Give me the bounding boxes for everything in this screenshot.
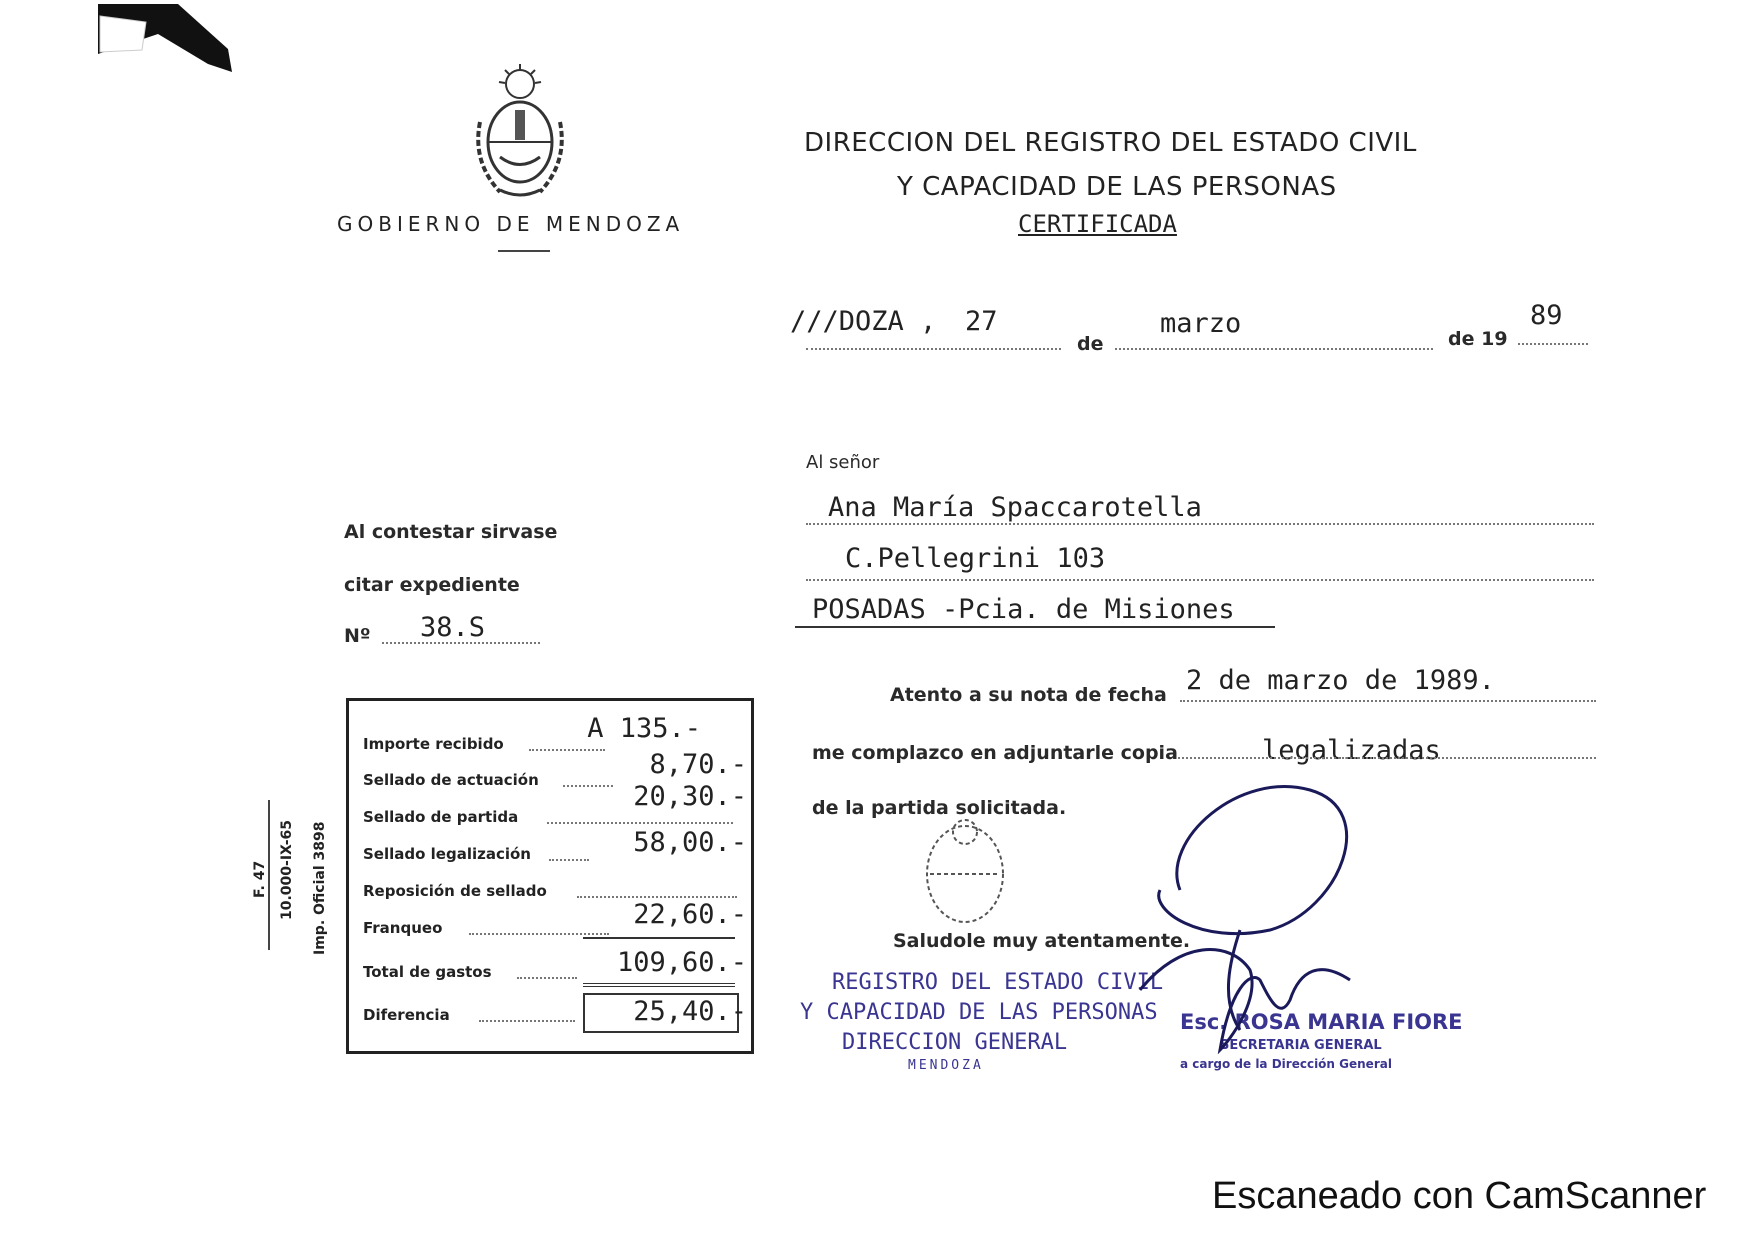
government-underline [498, 250, 550, 252]
complazco-label: me complazco en adjuntarle copia [812, 742, 1178, 764]
date-day-line [806, 348, 1061, 350]
addressee-street-line [806, 579, 1594, 581]
reference-line2: citar expediente [344, 574, 520, 596]
nota-fecha-value: 2 de marzo de 1989. [1186, 665, 1495, 696]
government-title: GOBIERNO DE MENDOZA [337, 212, 685, 236]
fee-value: 20,30.- [633, 781, 747, 812]
fee-value: A 135.- [587, 713, 701, 744]
reference-number-value: 38.S [420, 612, 486, 643]
addressee-name: Ana María Spaccarotella [828, 492, 1202, 523]
signature [1120, 770, 1380, 1070]
fee-dots [517, 977, 577, 979]
addressee-city-underline [795, 626, 1275, 628]
date-year-line [1518, 343, 1588, 345]
fee-label: Importe recibido [363, 735, 504, 753]
addressee-street: C.Pellegrini 103 [845, 543, 1106, 574]
date-day: 27 [965, 306, 998, 337]
stamp-registry-line4: MENDOZA [908, 1058, 984, 1073]
date-de-label: de [1077, 333, 1104, 355]
addressee-label: Al señor [806, 452, 880, 473]
stamp-signatory-role: a cargo de la Dirección General [1180, 1057, 1392, 1071]
nota-fecha-line [1180, 700, 1596, 702]
corner-fold-artifact [98, 4, 238, 76]
fee-dots [563, 785, 613, 787]
fee-dots [577, 896, 737, 898]
copia-line [1178, 757, 1596, 759]
stamp-signatory-title: SECRETARIA GENERAL [1220, 1038, 1382, 1053]
fee-dots [469, 933, 609, 935]
official-seal-icon [910, 812, 1020, 932]
fee-label: Total de gastos [363, 963, 492, 981]
side-print-divider [268, 800, 270, 950]
saludo-label: Saludole muy atentamente. [893, 930, 1191, 952]
addressee-city: POSADAS -Pcia. de Misiones [812, 594, 1235, 625]
subtotal-rule [583, 937, 735, 939]
reference-number-label: Nº [344, 625, 371, 647]
fee-label: Sellado de actuación [363, 771, 539, 789]
date-year: 89 [1530, 300, 1563, 331]
reference-number-line [382, 642, 540, 644]
date-month-line [1115, 348, 1433, 350]
fee-value: 8,70.- [649, 749, 747, 780]
reference-line1: Al contestar sirvase [344, 521, 558, 543]
scanner-watermark: Escaneado con CamScanner [1212, 1175, 1707, 1217]
fee-label: Reposición de sellado [363, 882, 547, 900]
fee-dots [549, 859, 589, 861]
total-double-rule [583, 983, 735, 987]
fee-dots [529, 749, 605, 751]
fee-label: Sellado de partida [363, 808, 519, 826]
partida-label: de la partida solicitada. [812, 797, 1067, 819]
fee-value: 109,60.- [616, 947, 747, 978]
fees-table [346, 698, 754, 1054]
stamp-signatory-name: Esc. ROSA MARIA FIORE [1180, 1010, 1463, 1034]
date-year-prefix: de 19 [1448, 328, 1508, 350]
direction-title-line1: DIRECCION DEL REGISTRO DEL ESTADO CIVIL [804, 128, 1417, 158]
stamp-registry-line2: Y CAPACIDAD DE LAS PERSONAS [800, 1000, 1158, 1025]
side-form-number: F. 47 [252, 860, 268, 898]
certified-label: CERTIFICADA [1018, 210, 1177, 238]
fee-value: 22,60.- [633, 899, 747, 930]
fee-value: 25,40.- [633, 996, 747, 1027]
direction-title-line2: Y CAPACIDAD DE LAS PERSONAS [897, 172, 1337, 202]
coat-of-arms-logo [465, 62, 575, 202]
date-month: marzo [1160, 308, 1242, 339]
difference-box [583, 993, 747, 1033]
fee-label: Sellado legalización [363, 845, 531, 863]
fee-value: 58,00.- [633, 827, 747, 858]
side-print-run: 10.000-IX-65 [279, 820, 295, 920]
side-printer: Imp. Oficial 3898 [312, 821, 328, 955]
fee-dots [479, 1020, 575, 1022]
addressee-name-line [806, 523, 1594, 525]
fee-label: Diferencia [363, 1006, 450, 1024]
date-place: ///DOZA , [790, 306, 937, 337]
stamp-registry-line1: REGISTRO DEL ESTADO CIVIL [832, 970, 1164, 995]
fee-dots [547, 822, 733, 824]
copia-value: legalizadas [1262, 735, 1441, 766]
atento-label: Atento a su nota de fecha [890, 684, 1167, 706]
stamp-registry-line3: DIRECCION GENERAL [842, 1030, 1068, 1055]
fee-label: Franqueo [363, 919, 443, 937]
